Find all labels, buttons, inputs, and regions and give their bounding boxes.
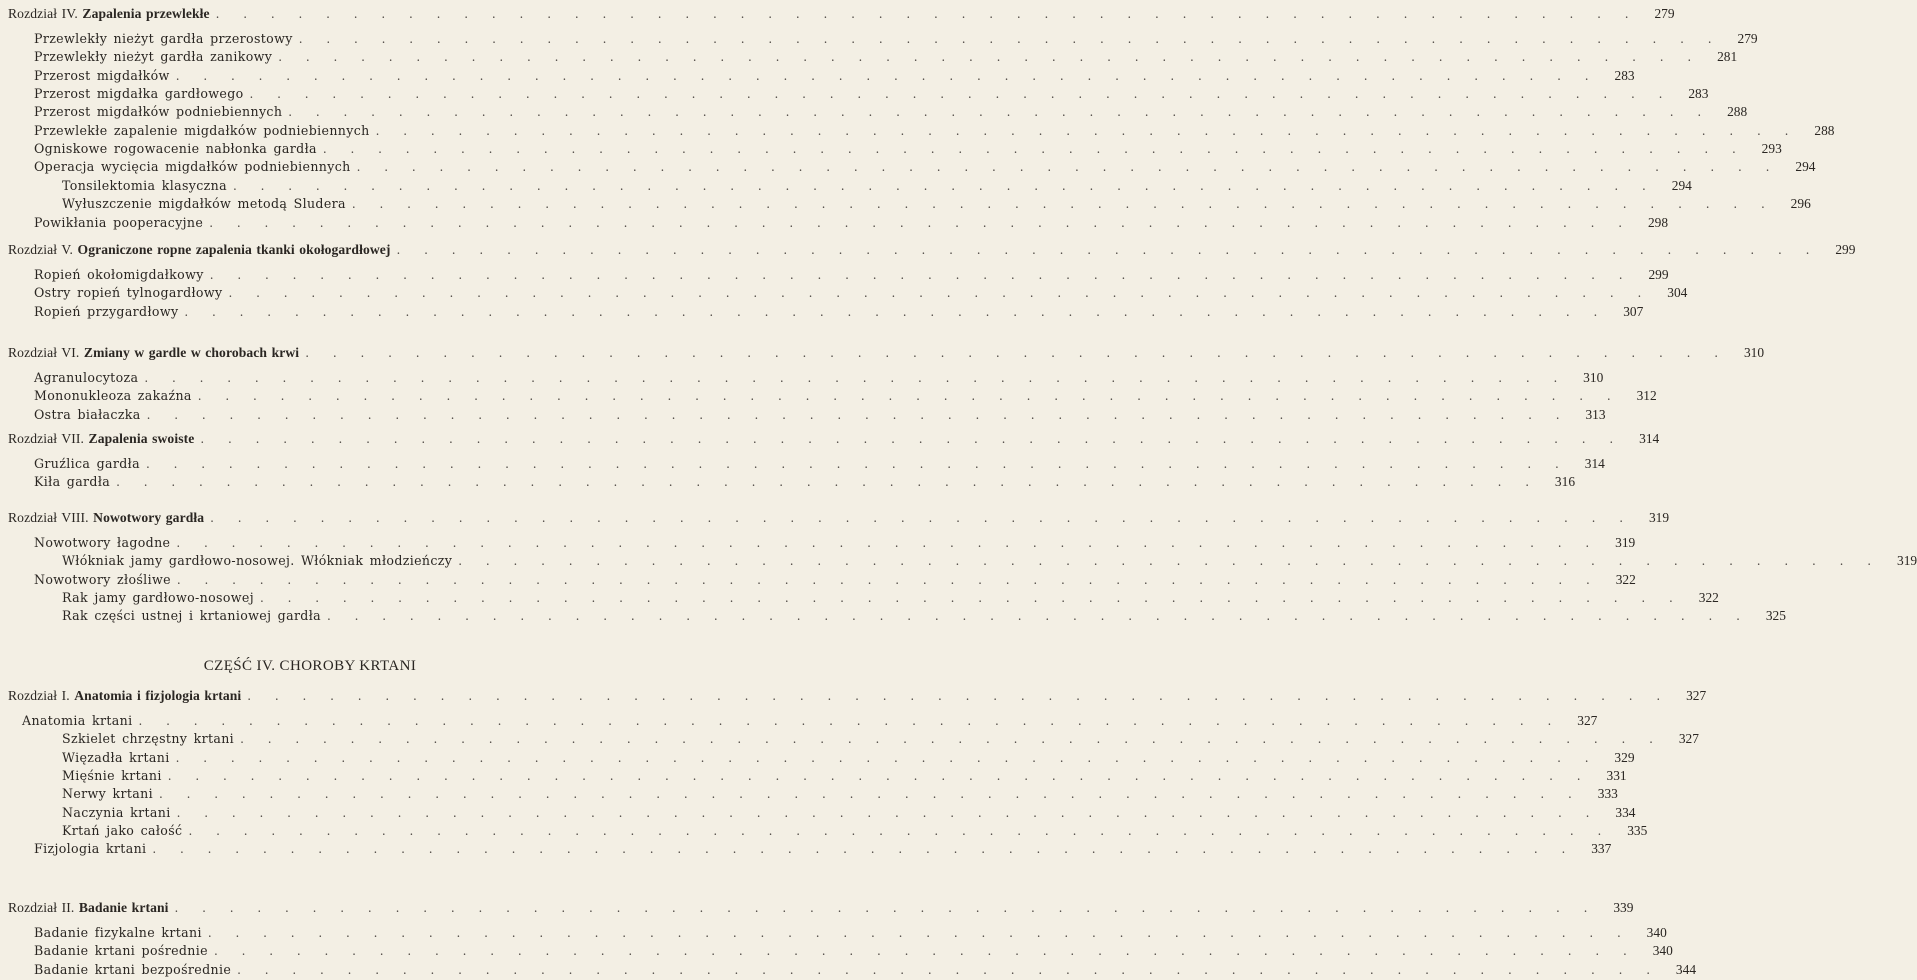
entry-title: Gruźlica gardła [34,456,140,471]
chapter-heading [8,688,241,704]
chapter-title: Nowotwory gardła [93,510,205,525]
dot-leader: . . . . . . . . . . . . . . . . . . . . . . . . . . . . . . . . . . . . . . . . . . . . . . . . . . . . [322,142,1746,157]
dot-leader: . . . . . . . . . . . . . . . . . . . . . . . . . . . . . . . . . . . . . . . . . . . . . . . . . . . . [200,432,1624,446]
entry-title: Operacja wycięcia migdałków podniebiennych [34,159,351,175]
dot-leader: . . . . . . . . . . . . . . . . . . . . . . . . . . . . . . . . . . . . . . . . . . . . . . . . . . . . [232,178,1656,193]
entry-title: Badanie krtani pośrednie [34,943,208,959]
dot-leader: . . . . . . . . . . . . . . . . . . . . . . . . . . . . . . . . . . . . . . . . . . . . . . . . . . . . [259,591,1683,606]
toc-subentry-row [0,608,1786,626]
page-number: 314 [1584,456,1605,471]
chapter-number: Rozdział IV. [8,6,78,21]
dot-leader: . . . . . . . . . . . . . . . . . . . . . . . . . . . . . . . . . . . . . . . . . . . . . . . . . . . . [210,511,1634,525]
page-number: 293 [1761,141,1782,157]
page-number: 294 [1671,177,1692,193]
toc-subentry-row [0,177,1692,196]
dot-leader: . . . . . . . . . . . . . . . . . . . . . . . . . . . . . . . . . . . . . . . . . . . . . . . . . . . . [145,457,1569,471]
dot-leader: . . . . . . . . . . . . . . . . . . . . . . . . . . . . . . . . . . . . . . . . . . . . . . . . . . . . [278,50,1702,65]
subentry-title: Włókniak jamy gardłowo-nosowej. Włókniak młodzieńczy [62,553,453,569]
dot-leader: . . . . . . . . . . . . . . . . . . . . . . . . . . . . . . . . . . . . . . . . . . . . . . . . . . . . [228,286,1652,301]
entry-title: Anatomia krtani [22,713,133,728]
chapter-heading [8,900,169,916]
entry-title: Przerost migdałków podniebiennych [34,104,283,120]
chapter-number: Rozdział V. [8,242,74,257]
chapter-row [0,345,1765,363]
dot-leader: . . . . . . . . . . . . . . . . . . . . . . . . . . . . . . . . . . . . . . . . . . . . . . . . . . . . [247,689,1671,703]
dot-leader: . . . . . . . . . . . . . . . . . . . . . . . . . . . . . . . . . . . . . . . . . . . . . . . . . . . . [197,389,1621,404]
toc-subentry-row [0,731,1699,749]
dot-leader: . . . . . . . . . . . . . . . . . . . . . . . . . . . . . . . . . . . . . . . . . . . . . . . . . . . . [174,901,1598,915]
toc-entry-row [0,474,1576,492]
dot-leader: . . . . . . . . . . . . . . . . . . . . . . . . . . . . . . . . . . . . . . . . . . . . . . . . . . . . [356,160,1780,175]
toc-entry-row [0,388,1657,406]
dot-leader: . . . . . . . . . . . . . . . . . . . . . . . . . . . . . . . . . . . . . . . . . . . . . . . . . . . . [144,371,1568,385]
page-number: 298 [1647,214,1669,230]
subentry-title: Krtań jako całość [62,823,183,839]
toc-entry-row [0,943,1673,961]
toc-entry-row [0,535,1636,553]
toc-entry-row [0,925,1667,943]
dot-leader: . . . . . . . . . . . . . . . . . . . . . . . . . . . . . . . . . . . . . . . . . . . . . . . . . . . . [375,123,1799,138]
dot-leader: . . . . . . . . . . . . . . . . . . . . . . . . . . . . . . . . . . . . . . . . . . . . . . . . . . . . [167,769,1591,784]
subentry-title: Naczynia krtani [62,804,171,820]
dot-leader: . . . . . . . . . . . . . . . . . . . . . . . . . . . . . . . . . . . . . . . . . . . . . . . . . . . . [240,732,1663,747]
page-number: 288 [1814,122,1835,138]
entry-title: Przerost migdałków [34,67,170,83]
toc-entry-row [0,67,1635,86]
page-number: 283 [1688,86,1709,102]
chapter-number: Rozdział VI. [8,345,80,360]
page-number: 279 [1654,6,1675,21]
chapter-heading [8,242,391,258]
chapter-heading [8,510,204,526]
toc-subentry-row [0,768,1627,786]
dot-leader: . . . . . . . . . . . . . . . . . . . . . . . . . . . . . . . . . . . . . . . . . . . . . . . . . . . . [176,805,1600,820]
page-number: 327 [1678,731,1699,747]
entry-title: Przewlekłe zapalenie migdałków podniebiennych [34,122,370,138]
dot-leader: . . . . . . . . . . . . . . . . . . . . . . . . . . . . . . . . . . . . . . . . . . . . . . . . . . . . [209,268,1633,282]
chapter-heading [8,6,210,22]
toc-entry-row [0,86,1709,104]
chapter-title: Zapalenia przewlekłe [82,6,210,21]
subentry-title: Nerwy krtani [62,786,153,802]
toc-subentry-row [0,804,1636,823]
page-number: 325 [1765,608,1786,624]
chapter-number: Rozdział VII. [8,431,85,446]
page-number: 339 [1613,900,1634,915]
page-number: 340 [1652,943,1673,959]
page-number: 334 [1615,804,1636,820]
toc-entry-row [0,122,1835,141]
page-number: 310 [1743,345,1765,360]
chapter-title: Anatomia i fizjologia krtani [74,688,242,703]
entry-title: Agranulocytoza [34,370,139,385]
toc-entry-row [0,31,1758,49]
page-number: 310 [1583,370,1604,385]
entry-title: Ropień przygardłowy [34,303,179,319]
dot-leader: . . . . . . . . . . . . . . . . . . . . . . . . . . . . . . . . . . . . . . . . . . . . . . . . . . . . [215,7,1639,21]
dot-leader: . . . . . . . . . . . . . . . . . . . . . . . . . . . . . . . . . . . . . . . . . . . . . . . . . . . . [209,215,1633,230]
entry-title: Ostra białaczka [34,406,141,422]
page-number: 333 [1597,786,1618,802]
part-title: CZĘŚĆ IV. CHOROBY KRTANI [203,658,417,674]
dot-leader: . . . . . . . . . . . . . . . . . . . . . . . . . . . . . . . . . . . . . . . . . . . . . . . . . . . . [175,68,1599,83]
dot-leader: . . . . . . . . . . . . . . . . . . . . . . . . . . . . . . . . . . . . . . . . . . . . . . . . . . . . [184,304,1608,319]
page-number: 331 [1606,768,1627,784]
toc-entry-row [0,961,1697,980]
dot-leader: . . . . . . . . . . . . . . . . . . . . . . . . . . . . . . . . . . . . . . . . . . . . . . . . . . . . [213,944,1637,959]
page-number: 316 [1554,474,1576,490]
dot-leader: . . . . . . . . . . . . . . . . . . . . . . . . . . . . . . . . . . . . . . . . . . . . . . . . . . . . [327,609,1750,624]
entry-title: Nowotwory złośliwe [34,571,171,587]
page-number: 322 [1615,571,1636,587]
entry-title: Powikłania pooperacyjne [34,214,204,230]
page-number: 319 [1615,535,1636,550]
dot-leader: . . . . . . . . . . . . . . . . . . . . . . . . . . . . . . . . . . . . . . . . . . . . . . . . . . . . [138,714,1562,728]
page-number: 319 [1648,510,1670,525]
chapter-row [0,6,1675,24]
chapter-heading [8,345,299,361]
chapter-title: Badanie krtani [78,900,169,915]
entry-title: Fizjologia krtani [34,841,147,857]
dot-leader: . . . . . . . . . . . . . . . . . . . . . . . . . . . . . . . . . . . . . . . . . . . . . . . . . . . . [188,824,1612,839]
toc-entry-row [0,456,1605,474]
entry-title: Przewlekły nieżyt gardła zanikowy [34,49,273,65]
subentry-title: Wyłuszczenie migdałków metodą Sludera [62,196,346,212]
page-number: 329 [1614,749,1635,765]
toc-entry-row [0,303,1644,322]
entry-title: Mononukleoza zakaźna [34,388,192,404]
dot-leader: . . . . . . . . . . . . . . . . . . . . . . . . . . . . . . . . . . . . . . . . . . . . . . . . . . . . [458,554,1882,569]
toc-entry-row [0,841,1612,859]
entry-title: Ropień okołomigdałkowy [34,267,204,282]
dot-leader: . . . . . . . . . . . . . . . . . . . . . . . . . . . . . . . . . . . . . . . . . . . . . . . . . . . . [305,346,1729,360]
chapter-row [0,242,1856,260]
page-number: 337 [1591,841,1612,857]
entry-title: Badanie fizykalne krtani [34,925,202,940]
toc-subentry-row [0,786,1618,804]
toc-subentry-row [0,823,1648,841]
chapter-heading [8,431,194,447]
toc-entry-row [0,214,1669,233]
dot-leader: . . . . . . . . . . . . . . . . . . . . . . . . . . . . . . . . . . . . . . . . . . . . . . . . . . . . [176,572,1600,587]
entry-title: Nowotwory łagodne [34,535,171,550]
subentry-title: Więzadła krtani [62,749,170,765]
dot-leader: . . . . . . . . . . . . . . . . . . . . . . . . . . . . . . . . . . . . . . . . . . . . . . . . . . . . [152,842,1576,857]
page-number: 279 [1737,31,1758,46]
chapter-title: Zmiany w gardle w chorobach krwi [83,345,300,360]
toc-entry-row [0,267,1669,285]
toc-subentry-row [0,749,1635,768]
chapter-row [0,510,1670,528]
dot-leader: . . . . . . . . . . . . . . . . . . . . . . . . . . . . . . . . . . . . . . . . . . . . . . . . . . . . [146,407,1570,422]
dot-leader: . . . . . . . . . . . . . . . . . . . . . . . . . . . . . . . . . . . . . . . . . . . . . . . . . . . . [176,536,1600,550]
chapter-title: Zapalenia swoiste [88,431,195,446]
chapter-number: Rozdział I. [8,688,70,703]
page-number: 283 [1614,67,1635,83]
page-number: 327 [1686,688,1707,703]
toc-subentry-row [0,553,1917,571]
chapter-row [0,688,1707,706]
toc-entry-row [0,141,1782,159]
dot-leader: . . . . . . . . . . . . . . . . . . . . . . . . . . . . . . . . . . . . . . . . . . . . . . . . . . . . [351,197,1775,212]
toc-entry-row [0,104,1748,122]
dot-leader: . . . . . . . . . . . . . . . . . . . . . . . . . . . . . . . . . . . . . . . . . . . . . . . . . . . . [158,787,1582,802]
page-number: 335 [1627,823,1648,839]
page-number: 304 [1667,285,1688,301]
toc-entry-row [0,713,1598,731]
dot-leader: . . . . . . . . . . . . . . . . . . . . . . . . . . . . . . . . . . . . . . . . . . . . . . . . . . . . [175,750,1599,765]
toc-entry-row [0,159,1816,177]
page-number: 322 [1698,590,1719,606]
entry-title: Ostry ropień tylnogardłowy [34,285,223,301]
page-number: 281 [1717,49,1738,65]
page-number: 327 [1577,713,1598,728]
page-number: 294 [1795,159,1816,175]
entry-title: Przewlekły nieżyt gardła przerostowy [34,31,293,46]
chapter-title: Ograniczone ropne zapalenia tkanki okołogardłowej [77,242,391,257]
chapter-number: Rozdział VIII. [8,510,89,525]
toc-entry-row [0,49,1738,67]
page-number: 296 [1790,196,1811,212]
page-number: 299 [1648,267,1669,282]
dot-leader: . . . . . . . . . . . . . . . . . . . . . . . . . . . . . . . . . . . . . . . . . . . . . . . . . . . . [116,475,1540,490]
entry-title: Kiła gardła [34,474,111,490]
chapter-row [0,431,1660,449]
page-number: 288 [1727,104,1748,120]
page-number: 344 [1675,961,1697,977]
chapter-number: Rozdział II. [8,900,75,915]
dot-leader: . . . . . . . . . . . . . . . . . . . . . . . . . . . . . . . . . . . . . . . . . . . . . . . . . . . . [237,962,1661,977]
chapter-row [0,900,1634,918]
dot-leader: . . . . . . . . . . . . . . . . . . . . . . . . . . . . . . . . . . . . . . . . . . . . . . . . . . . . [249,87,1673,102]
page-number: 299 [1835,242,1856,257]
subentry-title: Tonsilektomia klasyczna [62,177,227,193]
entry-title: Badanie krtani bezpośrednie [34,961,232,977]
page-number: 340 [1646,925,1667,940]
toc-entry-row [0,571,1636,590]
dot-leader: . . . . . . . . . . . . . . . . . . . . . . . . . . . . . . . . . . . . . . . . . . . . . . . . . . . . [288,105,1712,120]
subentry-title: Szkielet chrzęstny krtani [62,731,235,747]
entry-title: Ogniskowe rogowacenie nabłonka gardła [34,141,317,157]
dot-leader: . . . . . . . . . . . . . . . . . . . . . . . . . . . . . . . . . . . . . . . . . . . . . . . . . . . . [207,926,1631,940]
page-number: 314 [1639,431,1660,446]
page-number: 319 [1897,553,1917,569]
dot-leader: . . . . . . . . . . . . . . . . . . . . . . . . . . . . . . . . . . . . . . . . . . . . . . . . . . . . [396,243,1820,257]
subentry-title: Rak części ustnej i krtaniowej gardła [62,608,322,624]
page-number: 313 [1585,406,1606,422]
toc-entry-row [0,285,1688,303]
toc-subentry-row [0,196,1811,214]
page-number: 312 [1636,388,1657,404]
entry-title: Przerost migdałka gardłowego [34,86,244,102]
toc-entry-row [0,406,1606,425]
toc-entry-row [0,370,1604,388]
dot-leader: . . . . . . . . . . . . . . . . . . . . . . . . . . . . . . . . . . . . . . . . . . . . . . . . . . . . [298,32,1722,46]
page-number: 307 [1623,303,1644,319]
subentry-title: Rak jamy gardłowo-nosowej [62,590,254,606]
toc-subentry-row [0,590,1719,608]
subentry-title: Mięśnie krtani [62,768,162,784]
